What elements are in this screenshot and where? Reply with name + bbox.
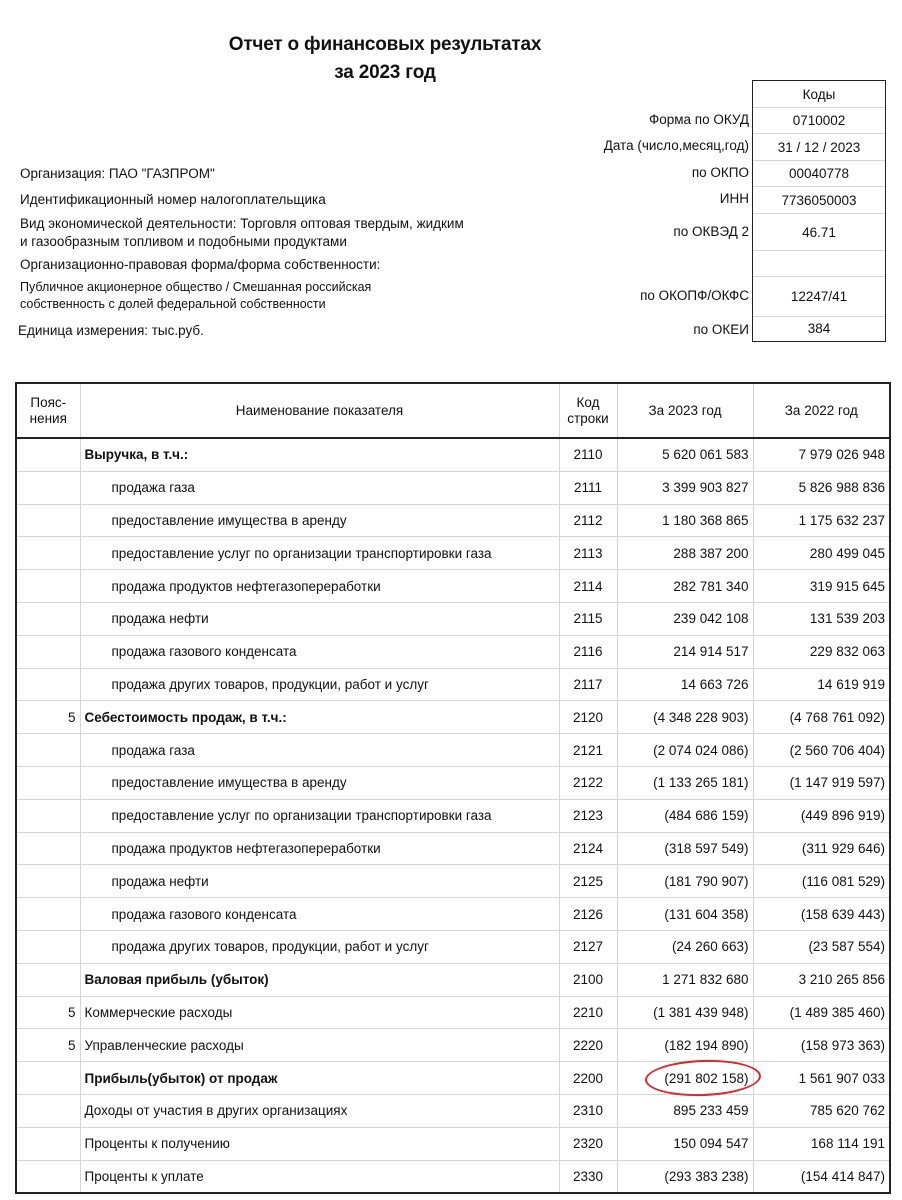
table-header-row bbox=[16, 383, 890, 438]
code-okei: 384 bbox=[807, 321, 831, 336]
row-value-2023: 14 663 726 bbox=[617, 668, 753, 701]
row-name: продажа продуктов нефтегазопереработки bbox=[80, 570, 559, 603]
col-header-code bbox=[559, 383, 617, 438]
row-value-2023: (484 686 159) bbox=[617, 799, 753, 832]
row-value-2023: 150 094 547 bbox=[617, 1127, 753, 1160]
legal-form-line1: Публичное акционерное общество / Смешанная российская bbox=[20, 280, 372, 294]
financial-results-table bbox=[15, 382, 891, 1194]
row-note: 5 bbox=[16, 996, 80, 1029]
row-code: 2127 bbox=[559, 930, 617, 963]
col-header-2023: За 2023 год bbox=[617, 383, 753, 438]
row-note bbox=[16, 1094, 80, 1127]
row-code: 2112 bbox=[559, 504, 617, 537]
row-note bbox=[16, 1062, 80, 1095]
row-name: предоставление услуг по организации транспортировки газа bbox=[80, 537, 559, 570]
row-name: продажа нефти bbox=[80, 602, 559, 635]
row-note bbox=[16, 504, 80, 537]
row-value-2022: (1 489 385 460) bbox=[753, 996, 890, 1029]
row-note bbox=[16, 963, 80, 996]
row-code: 2100 bbox=[559, 963, 617, 996]
code-inn: 7736050003 bbox=[753, 187, 885, 214]
row-code: 2114 bbox=[559, 570, 617, 603]
row-name: Себестоимость продаж, в т.ч.: bbox=[80, 701, 559, 734]
unit-label: Единица измерения: тыс.руб. bbox=[18, 323, 204, 338]
row-name: продажа газа bbox=[80, 471, 559, 504]
table-row bbox=[16, 898, 890, 931]
row-note bbox=[16, 668, 80, 701]
row-value-2022: (158 639 443) bbox=[753, 898, 890, 931]
table-row bbox=[16, 701, 890, 734]
row-name: Управленческие расходы bbox=[80, 1029, 559, 1062]
row-value-2023: (2 074 024 086) bbox=[617, 734, 753, 767]
row-name: предоставление услуг по организации транспортировки газа bbox=[80, 799, 559, 832]
row-code: 2125 bbox=[559, 865, 617, 898]
row-note bbox=[16, 570, 80, 603]
table-row bbox=[16, 930, 890, 963]
row-code: 2310 bbox=[559, 1094, 617, 1127]
row-value-2023: 1 271 832 680 bbox=[617, 963, 753, 996]
code-okved: 46.71 bbox=[753, 214, 885, 251]
row-value-2022: 14 619 919 bbox=[753, 668, 890, 701]
row-value-2023: 1 180 368 865 bbox=[617, 504, 753, 537]
row-note: 5 bbox=[16, 701, 80, 734]
code-label-okopf: по ОКОПФ/ОКФС bbox=[640, 288, 749, 303]
row-code: 2121 bbox=[559, 734, 617, 767]
row-value-2022: 3 210 265 856 bbox=[753, 963, 890, 996]
row-value-2023: (293 383 238) bbox=[617, 1160, 753, 1193]
row-value-2023: (131 604 358) bbox=[617, 898, 753, 931]
table-row bbox=[16, 1094, 890, 1127]
row-value-2022: 7 979 026 948 bbox=[753, 438, 890, 471]
col-header-code-l2: строки bbox=[567, 410, 609, 426]
row-code: 2126 bbox=[559, 898, 617, 931]
row-name: продажа газового конденсата bbox=[80, 635, 559, 668]
code-label-okei: по ОКЕИ bbox=[693, 322, 749, 337]
row-value-2023: (4 348 228 903) bbox=[617, 701, 753, 734]
row-name: Проценты к уплате bbox=[80, 1160, 559, 1193]
row-value-2023: 282 781 340 bbox=[617, 570, 753, 603]
row-name: Валовая прибыль (убыток) bbox=[80, 963, 559, 996]
col-header-2022: За 2022 год bbox=[753, 383, 890, 438]
row-code: 2110 bbox=[559, 438, 617, 471]
row-code: 2220 bbox=[559, 1029, 617, 1062]
code-date: 31 / 12 / 2023 bbox=[753, 134, 885, 161]
row-value-2022: 131 539 203 bbox=[753, 602, 890, 635]
row-value-2023: (181 790 907) bbox=[617, 865, 753, 898]
code-okpo: 00040778 bbox=[753, 161, 885, 187]
row-value-2022: 1 561 907 033 bbox=[753, 1062, 890, 1095]
row-value-2022: 229 832 063 bbox=[753, 635, 890, 668]
table-row bbox=[16, 570, 890, 603]
row-note bbox=[16, 832, 80, 865]
table-row bbox=[16, 963, 890, 996]
row-name: предоставление имущества в аренду bbox=[80, 504, 559, 537]
row-value-2023: (291 802 158) bbox=[617, 1062, 753, 1095]
code-okud: 0710002 bbox=[753, 108, 885, 134]
row-code: 2320 bbox=[559, 1127, 617, 1160]
row-code: 2120 bbox=[559, 701, 617, 734]
row-value-2022: 319 915 645 bbox=[753, 570, 890, 603]
row-note bbox=[16, 799, 80, 832]
table-row bbox=[16, 504, 890, 537]
row-value-2022: (116 081 529) bbox=[753, 865, 890, 898]
row-code: 2123 bbox=[559, 799, 617, 832]
table-row bbox=[16, 1029, 890, 1062]
table-row bbox=[16, 1127, 890, 1160]
activity-line2: и газообразным топливом и подобными продуктами bbox=[20, 234, 347, 249]
row-name: продажа продуктов нефтегазопереработки bbox=[80, 832, 559, 865]
table-row bbox=[16, 865, 890, 898]
row-value-2022: (23 587 554) bbox=[753, 930, 890, 963]
table-row bbox=[16, 471, 890, 504]
report-title-line2: за 2023 год bbox=[334, 62, 436, 83]
table-row bbox=[16, 1160, 890, 1193]
row-note bbox=[16, 1127, 80, 1160]
row-name: Прибыль(убыток) от продаж bbox=[80, 1062, 559, 1095]
row-value-2023: 5 620 061 583 bbox=[617, 438, 753, 471]
code-label-okpo: по ОКПО bbox=[691, 165, 749, 180]
row-name: Коммерческие расходы bbox=[80, 996, 559, 1029]
row-value-2023: (318 597 549) bbox=[617, 832, 753, 865]
row-value-2022: 785 620 762 bbox=[753, 1094, 890, 1127]
row-value-2022: (4 768 761 092) bbox=[753, 701, 890, 734]
code-label-date: Дата (число,месяц,год) bbox=[603, 138, 749, 153]
row-note bbox=[16, 930, 80, 963]
report-title-line1: Отчет о финансовых результатах bbox=[228, 34, 542, 55]
table-row bbox=[16, 602, 890, 635]
col-header-note-l2: нения bbox=[29, 410, 67, 426]
table-row bbox=[16, 438, 890, 471]
row-code: 2117 bbox=[559, 668, 617, 701]
code-label-inn: ИНН bbox=[719, 191, 749, 206]
row-name: Доходы от участия в других организациях bbox=[80, 1094, 559, 1127]
table-row bbox=[16, 635, 890, 668]
legal-form-label: Организационно-правовая форма/форма собственности: bbox=[20, 257, 381, 272]
row-name: предоставление имущества в аренду bbox=[80, 766, 559, 799]
row-note bbox=[16, 898, 80, 931]
row-value-2023: 214 914 517 bbox=[617, 635, 753, 668]
codes-title: Коды bbox=[753, 81, 885, 108]
legal-form-line2: собственность с долей федеральной собственности bbox=[20, 297, 326, 311]
codes-box bbox=[752, 80, 886, 342]
row-name: Проценты к получению bbox=[80, 1127, 559, 1160]
code-blank bbox=[753, 251, 885, 277]
table-row bbox=[16, 832, 890, 865]
row-value-2023: (1 133 265 181) bbox=[617, 766, 753, 799]
row-value-2023: 895 233 459 bbox=[617, 1094, 753, 1127]
code-label-okved: по ОКВЭД 2 bbox=[673, 224, 749, 239]
row-value-2022: 168 114 191 bbox=[753, 1127, 890, 1160]
row-name: Выручка, в т.ч.: bbox=[80, 438, 559, 471]
row-code: 2210 bbox=[559, 996, 617, 1029]
row-value-2022: 280 499 045 bbox=[753, 537, 890, 570]
row-value-2022: (154 414 847) bbox=[800, 1168, 885, 1184]
row-note bbox=[16, 734, 80, 767]
row-value-2023: (1 381 439 948) bbox=[617, 996, 753, 1029]
row-value-2023: 288 387 200 bbox=[617, 537, 753, 570]
row-note bbox=[16, 471, 80, 504]
row-name: продажа нефти bbox=[80, 865, 559, 898]
row-name: продажа других товаров, продукции, работ и услуг bbox=[80, 930, 559, 963]
organization-label: Организация: ПАО "ГАЗПРОМ" bbox=[20, 166, 215, 181]
row-note bbox=[16, 766, 80, 799]
row-value-2023: 3 399 903 827 bbox=[617, 471, 753, 504]
table-row bbox=[16, 1062, 890, 1095]
row-value-2022: (158 973 363) bbox=[753, 1029, 890, 1062]
row-value-2022: 1 175 632 237 bbox=[753, 504, 890, 537]
table-row bbox=[16, 668, 890, 701]
row-note bbox=[16, 602, 80, 635]
row-name: продажа других товаров, продукции, работ и услуг bbox=[80, 668, 559, 701]
row-value-2023: (24 260 663) bbox=[617, 930, 753, 963]
table-row bbox=[16, 537, 890, 570]
row-name: продажа газа bbox=[80, 734, 559, 767]
row-code: 2113 bbox=[559, 537, 617, 570]
col-header-name: Наименование показателя bbox=[80, 383, 559, 438]
col-header-note-l1: Пояс- bbox=[30, 394, 67, 410]
col-header-code-l1: Код bbox=[576, 394, 600, 410]
row-value-2023: 239 042 108 bbox=[617, 602, 753, 635]
row-note bbox=[16, 537, 80, 570]
row-value-2022: (1 147 919 597) bbox=[753, 766, 890, 799]
row-value-2022: (2 560 706 404) bbox=[753, 734, 890, 767]
inn-label: Идентификационный номер налогоплательщика bbox=[20, 192, 326, 207]
row-code: 2122 bbox=[559, 766, 617, 799]
code-label-okud: Форма по ОКУД bbox=[648, 112, 749, 127]
activity-line1: Вид экономической деятельности: Торговля оптовая твердым, жидким bbox=[20, 216, 464, 231]
row-code: 2115 bbox=[559, 602, 617, 635]
row-note: 5 bbox=[16, 1029, 80, 1062]
row-note bbox=[16, 635, 80, 668]
table-row bbox=[16, 734, 890, 767]
row-name: продажа газового конденсата bbox=[80, 898, 559, 931]
table-row bbox=[16, 799, 890, 832]
row-value-2022: (449 896 919) bbox=[753, 799, 890, 832]
row-value-2022: 5 826 988 836 bbox=[753, 471, 890, 504]
row-value-2022: (311 929 646) bbox=[753, 832, 890, 865]
row-code: 2330 bbox=[559, 1160, 617, 1193]
code-okopf: 12247/41 bbox=[753, 277, 885, 317]
table-row bbox=[16, 996, 890, 1029]
row-code: 2111 bbox=[559, 471, 617, 504]
row-note bbox=[16, 865, 80, 898]
table-row bbox=[16, 766, 890, 799]
row-code: 2124 bbox=[559, 832, 617, 865]
row-note bbox=[16, 438, 80, 471]
row-code: 2200 bbox=[559, 1062, 617, 1095]
row-note bbox=[16, 1160, 80, 1193]
row-value-2023: (182 194 890) bbox=[617, 1029, 753, 1062]
col-header-note bbox=[16, 383, 80, 438]
row-code: 2116 bbox=[559, 635, 617, 668]
